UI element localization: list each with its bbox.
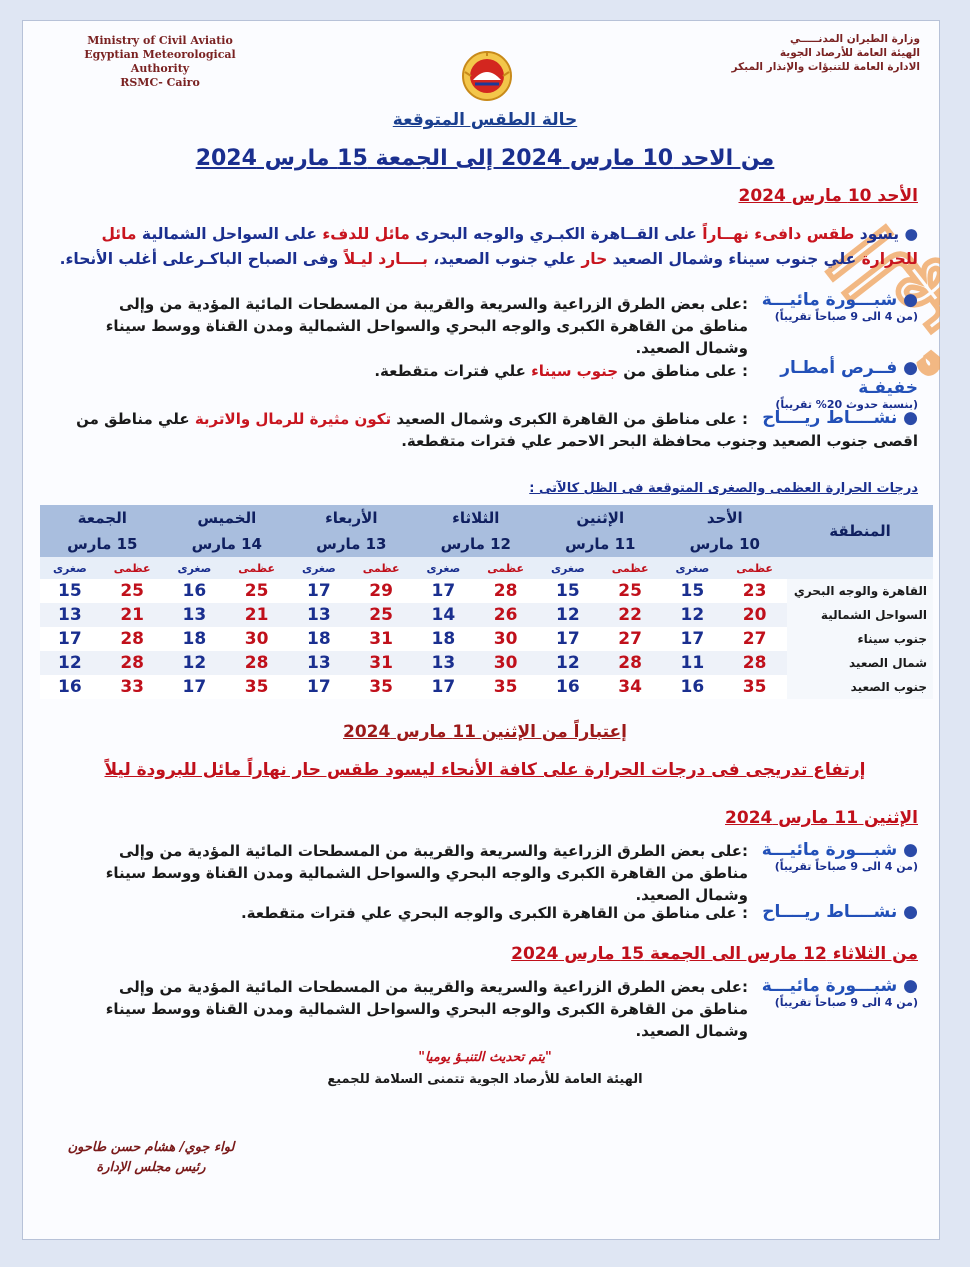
day1-fog-text: :على بعض الطرق الزراعية والسريعة والقريبة من المسطحات المائية المؤدية من وإلى مناطق من القاهرة الكبرى والوجه البحري والسواحل الشمالية ومدن القناة ووسط سيناء وشمال الصعيد. (105, 295, 748, 357)
rain-text-segment: جنوب سيناء (531, 362, 619, 380)
header-ar-line: وزارة الطيران المدنـــــي (789, 33, 920, 45)
day-date-header: 13 مارس (289, 531, 413, 557)
max-temp: 20 (742, 605, 767, 625)
min-temp: 17 (556, 629, 580, 649)
table-caption: درجات الحرارة العظمى والصغرى المتوقعة فى الظل كالآتى : (529, 481, 918, 496)
watermark-text: الهيئة (809, 205, 940, 441)
day3-heading: من الثلاثاء 12 مارس الى الجمعة 15 مارس 2024 (511, 944, 918, 964)
max-temp: 25 (244, 581, 269, 601)
max-temp: 28 (120, 653, 144, 673)
max-temp: 25 (369, 605, 393, 625)
day-date-header: 14 مارس (165, 531, 289, 557)
min-temp: 17 (680, 629, 705, 649)
fog-sub: (من 4 الى 9 صباحاً تقريباً) (774, 996, 918, 1009)
day-name-header: الثلاثاء (414, 505, 538, 531)
max-temp: 29 (369, 581, 393, 601)
max-temp: 31 (369, 629, 393, 649)
bullet-icon: ● (904, 225, 918, 243)
min-temp: 16 (680, 677, 705, 697)
day-date-header: 15 مارس (40, 531, 165, 557)
min-temp: 17 (431, 677, 456, 697)
forecast-period: من الاحد 10 مارس 2024 إلى الجمعة 15 مارس 2024 (195, 146, 775, 171)
trend-text: إرتفاع تدريجى فى درجات الحرارة على كافة الأنحاء ليسود طقس حار نهاراً مائل للبرودة ليلاً (104, 760, 866, 780)
day2-item-fog (718, 840, 918, 873)
summary-segment: مائل للحرارة (101, 225, 918, 268)
min-header: صغرى (538, 557, 598, 579)
min-header: صغرى (663, 557, 723, 579)
fog-sub: (من 4 الى 9 صباحاً تقريباً) (774, 860, 918, 873)
trend-from: إعتباراً من الإثنين 11 مارس 2024 (343, 722, 627, 742)
max-temp: 30 (493, 653, 518, 673)
region-header: المنطقة (787, 505, 933, 557)
summary-segment: على السواحل الشمالية (136, 225, 323, 243)
max-temp: 25 (120, 581, 144, 601)
min-temp: 18 (431, 629, 456, 649)
page-title: حالة الطقس المتوقعة (392, 110, 578, 130)
summary-segment: بــــارد ليـلاً (343, 250, 429, 268)
header-en-line: RSMC- Cairo (120, 76, 200, 89)
table-row (40, 675, 933, 699)
day2-wind-text: : على مناطق من القاهرة الكبرى والوجه البحري علي فترات متقطعة. (240, 904, 748, 922)
max-temp: 30 (244, 629, 269, 649)
min-temp: 12 (182, 653, 207, 673)
region-header-spacer (787, 557, 933, 579)
summary-segment: على القــاهرة الكبـري والوجه البحرى (409, 225, 703, 243)
region-name: شمال الصعيد (787, 651, 933, 675)
min-temp: 18 (182, 629, 207, 649)
summary-segment: يسود (854, 225, 900, 243)
day-date-header: 12 مارس (414, 531, 538, 557)
day1-summary (58, 222, 918, 272)
max-temp: 28 (618, 653, 642, 673)
table-row (40, 603, 933, 627)
region-name: السواحل الشمالية (787, 603, 933, 627)
summary-segment: طقس دافىء نهــاراً (702, 225, 855, 243)
region-name: جنوب سيناء (787, 627, 933, 651)
max-temp: 28 (244, 653, 269, 673)
max-header: عظمى (100, 557, 165, 579)
day1-rain-text (88, 360, 748, 382)
min-header: صغرى (40, 557, 100, 579)
day3-item-fog (718, 976, 918, 1009)
rain-text-segment: علي فترات متقطعة. (374, 362, 532, 380)
min-temp: 18 (307, 629, 331, 649)
min-temp: 13 (307, 605, 331, 625)
min-temp: 16 (58, 677, 82, 697)
day-name-header: الأربعاء (289, 505, 413, 531)
day2-item-wind (718, 902, 918, 922)
day-name-header: الأحد (663, 505, 787, 531)
min-temp: 15 (58, 581, 82, 601)
summary-segment: وفى الصباح الباكـرعلى أغلب الأنحاء. (59, 250, 344, 268)
max-temp: 27 (618, 629, 642, 649)
min-temp: 16 (556, 677, 580, 697)
min-temp: 13 (431, 653, 456, 673)
max-temp: 35 (493, 677, 518, 697)
max-temp: 31 (369, 653, 393, 673)
min-temp: 13 (307, 653, 331, 673)
max-header: عظمى (598, 557, 663, 579)
min-temp: 15 (680, 581, 705, 601)
max-temp: 28 (120, 629, 144, 649)
day1-wind-text (58, 408, 918, 452)
min-temp: 13 (182, 605, 207, 625)
day-name-header: الخميس (165, 505, 289, 531)
max-temp: 34 (618, 677, 642, 697)
header-ar-line: الادارة العامة للتنبؤات والإنذار المبكر (731, 61, 920, 73)
summary-segment: مائل للدفء (322, 225, 410, 243)
table-row (40, 579, 933, 603)
day-date-header: 11 مارس (538, 531, 662, 557)
day1-summary-text (60, 225, 918, 268)
min-temp: 15 (556, 581, 580, 601)
min-temp: 17 (58, 629, 82, 649)
min-temp: 17 (307, 581, 331, 601)
max-header: عظمى (224, 557, 289, 579)
wind-text-segment: تكون مثيرة للرمال والاتربة (194, 410, 392, 428)
min-header: صغرى (165, 557, 225, 579)
fog-label: ● شبـــورة مائيـــة (761, 976, 918, 996)
safety-note: الهيئة العامة للأرصاد الجوية تتمنى السلامة للجميع (327, 1072, 643, 1087)
wind-label: ● نشــــاط ريــــاح (762, 408, 918, 428)
day3-fog-text: :على بعض الطرق الزراعية والسريعة والقريبة من المسطحات المائية المؤدية من وإلى مناطق من القاهرة الكبرى والوجه البحري والسواحل الشمالية ومدن القناة ووسط سيناء وشمال الصعيد. (105, 978, 748, 1040)
max-temp: 25 (618, 581, 642, 601)
min-temp: 12 (556, 605, 580, 625)
max-temp: 28 (493, 581, 518, 601)
day-date-header: 10 مارس (663, 531, 787, 557)
temperature-table (40, 505, 933, 699)
summary-segment: علي جنوب الصعيد، (428, 250, 582, 268)
max-temp: 35 (369, 677, 393, 697)
table-row (40, 651, 933, 675)
summary-segment: حار (581, 250, 608, 268)
day-name-header: الجمعة (40, 505, 165, 531)
max-header: عظمى (473, 557, 538, 579)
max-temp: 26 (493, 605, 518, 625)
summary-segment: علي جنوب سيناء وشمال الصعيد (607, 250, 862, 268)
min-temp: 12 (680, 605, 705, 625)
day1-item-fog (718, 290, 918, 323)
fog-sub: (من 4 الى 9 صباحاً تقريباً) (774, 310, 918, 323)
max-temp: 21 (244, 605, 269, 625)
min-temp: 12 (58, 653, 82, 673)
fog-label: ● شبـــورة مائيـــة (761, 840, 918, 860)
signer-title: رئيس مجلس الإدارة (96, 1160, 206, 1175)
header-ar (680, 32, 920, 74)
max-temp: 35 (742, 677, 767, 697)
day1-item-rain (718, 358, 918, 411)
wind-label: ● نشــــاط ريــــاح (762, 902, 918, 922)
day2-heading: الإثنين 11 مارس 2024 (725, 808, 918, 828)
fog-label: ● شبـــورة مائيـــة (761, 290, 918, 310)
signer-name: لواء جوي/ هشام حسن طاحون (67, 1140, 235, 1155)
header-en-line: Egyptian Meteorological Authority (84, 48, 236, 75)
min-temp: 14 (431, 605, 456, 625)
header-en (60, 34, 260, 90)
day-name-header: الإثنين (538, 505, 662, 531)
header-ar-line: الهيئة العامة للأرصاد الجوية (779, 47, 920, 59)
max-temp: 21 (120, 605, 144, 625)
max-temp: 30 (493, 629, 518, 649)
meteorological-authority-logo-icon (461, 50, 513, 102)
update-note: "يتم تحديث التنبـؤ يوميا" (418, 1050, 552, 1065)
header-en-line: Ministry of Civil Aviatio (87, 34, 233, 47)
max-header: عظمى (349, 557, 414, 579)
max-temp: 28 (742, 653, 767, 673)
min-temp: 13 (58, 605, 82, 625)
min-header: صغرى (414, 557, 474, 579)
rain-sub: (بنسبة حدوث 20% تقريباً) (775, 398, 918, 411)
max-temp: 22 (618, 605, 642, 625)
max-temp: 33 (120, 677, 144, 697)
region-name: جنوب الصعيد (787, 675, 933, 699)
max-temp: 23 (742, 581, 767, 601)
min-temp: 16 (182, 581, 207, 601)
region-name: القاهرة والوجه البحري (787, 579, 933, 603)
rain-label: ● فــرص أمطـار خفيفـة (780, 358, 918, 398)
rain-text-segment: : على مناطق من (618, 362, 748, 380)
wind-text-segment: علي مناطق من اقصى جنوب الصعيد وجنوب محافظة البحر الاحمر علي فترات متقطعة. (76, 410, 918, 450)
max-header: عظمى (722, 557, 787, 579)
min-temp: 17 (431, 581, 456, 601)
min-temp: 11 (680, 653, 705, 673)
min-header: صغرى (289, 557, 349, 579)
min-temp: 17 (182, 677, 207, 697)
day2-fog-text: :على بعض الطرق الزراعية والسريعة والقريبة من المسطحات المائية المؤدية من وإلى مناطق من القاهرة الكبرى والوجه البحري والسواحل الشمالية ومدن القناة ووسط سيناء وشمال الصعيد. (105, 842, 748, 904)
day1-heading: الأحد 10 مارس 2024 (738, 186, 918, 206)
min-temp: 12 (556, 653, 580, 673)
max-temp: 27 (742, 629, 767, 649)
min-temp: 17 (307, 677, 331, 697)
table-row (40, 627, 933, 651)
wind-text-segment: : على مناطق من القاهرة الكبرى وشمال الصعيد (391, 410, 748, 428)
max-temp: 35 (244, 677, 269, 697)
